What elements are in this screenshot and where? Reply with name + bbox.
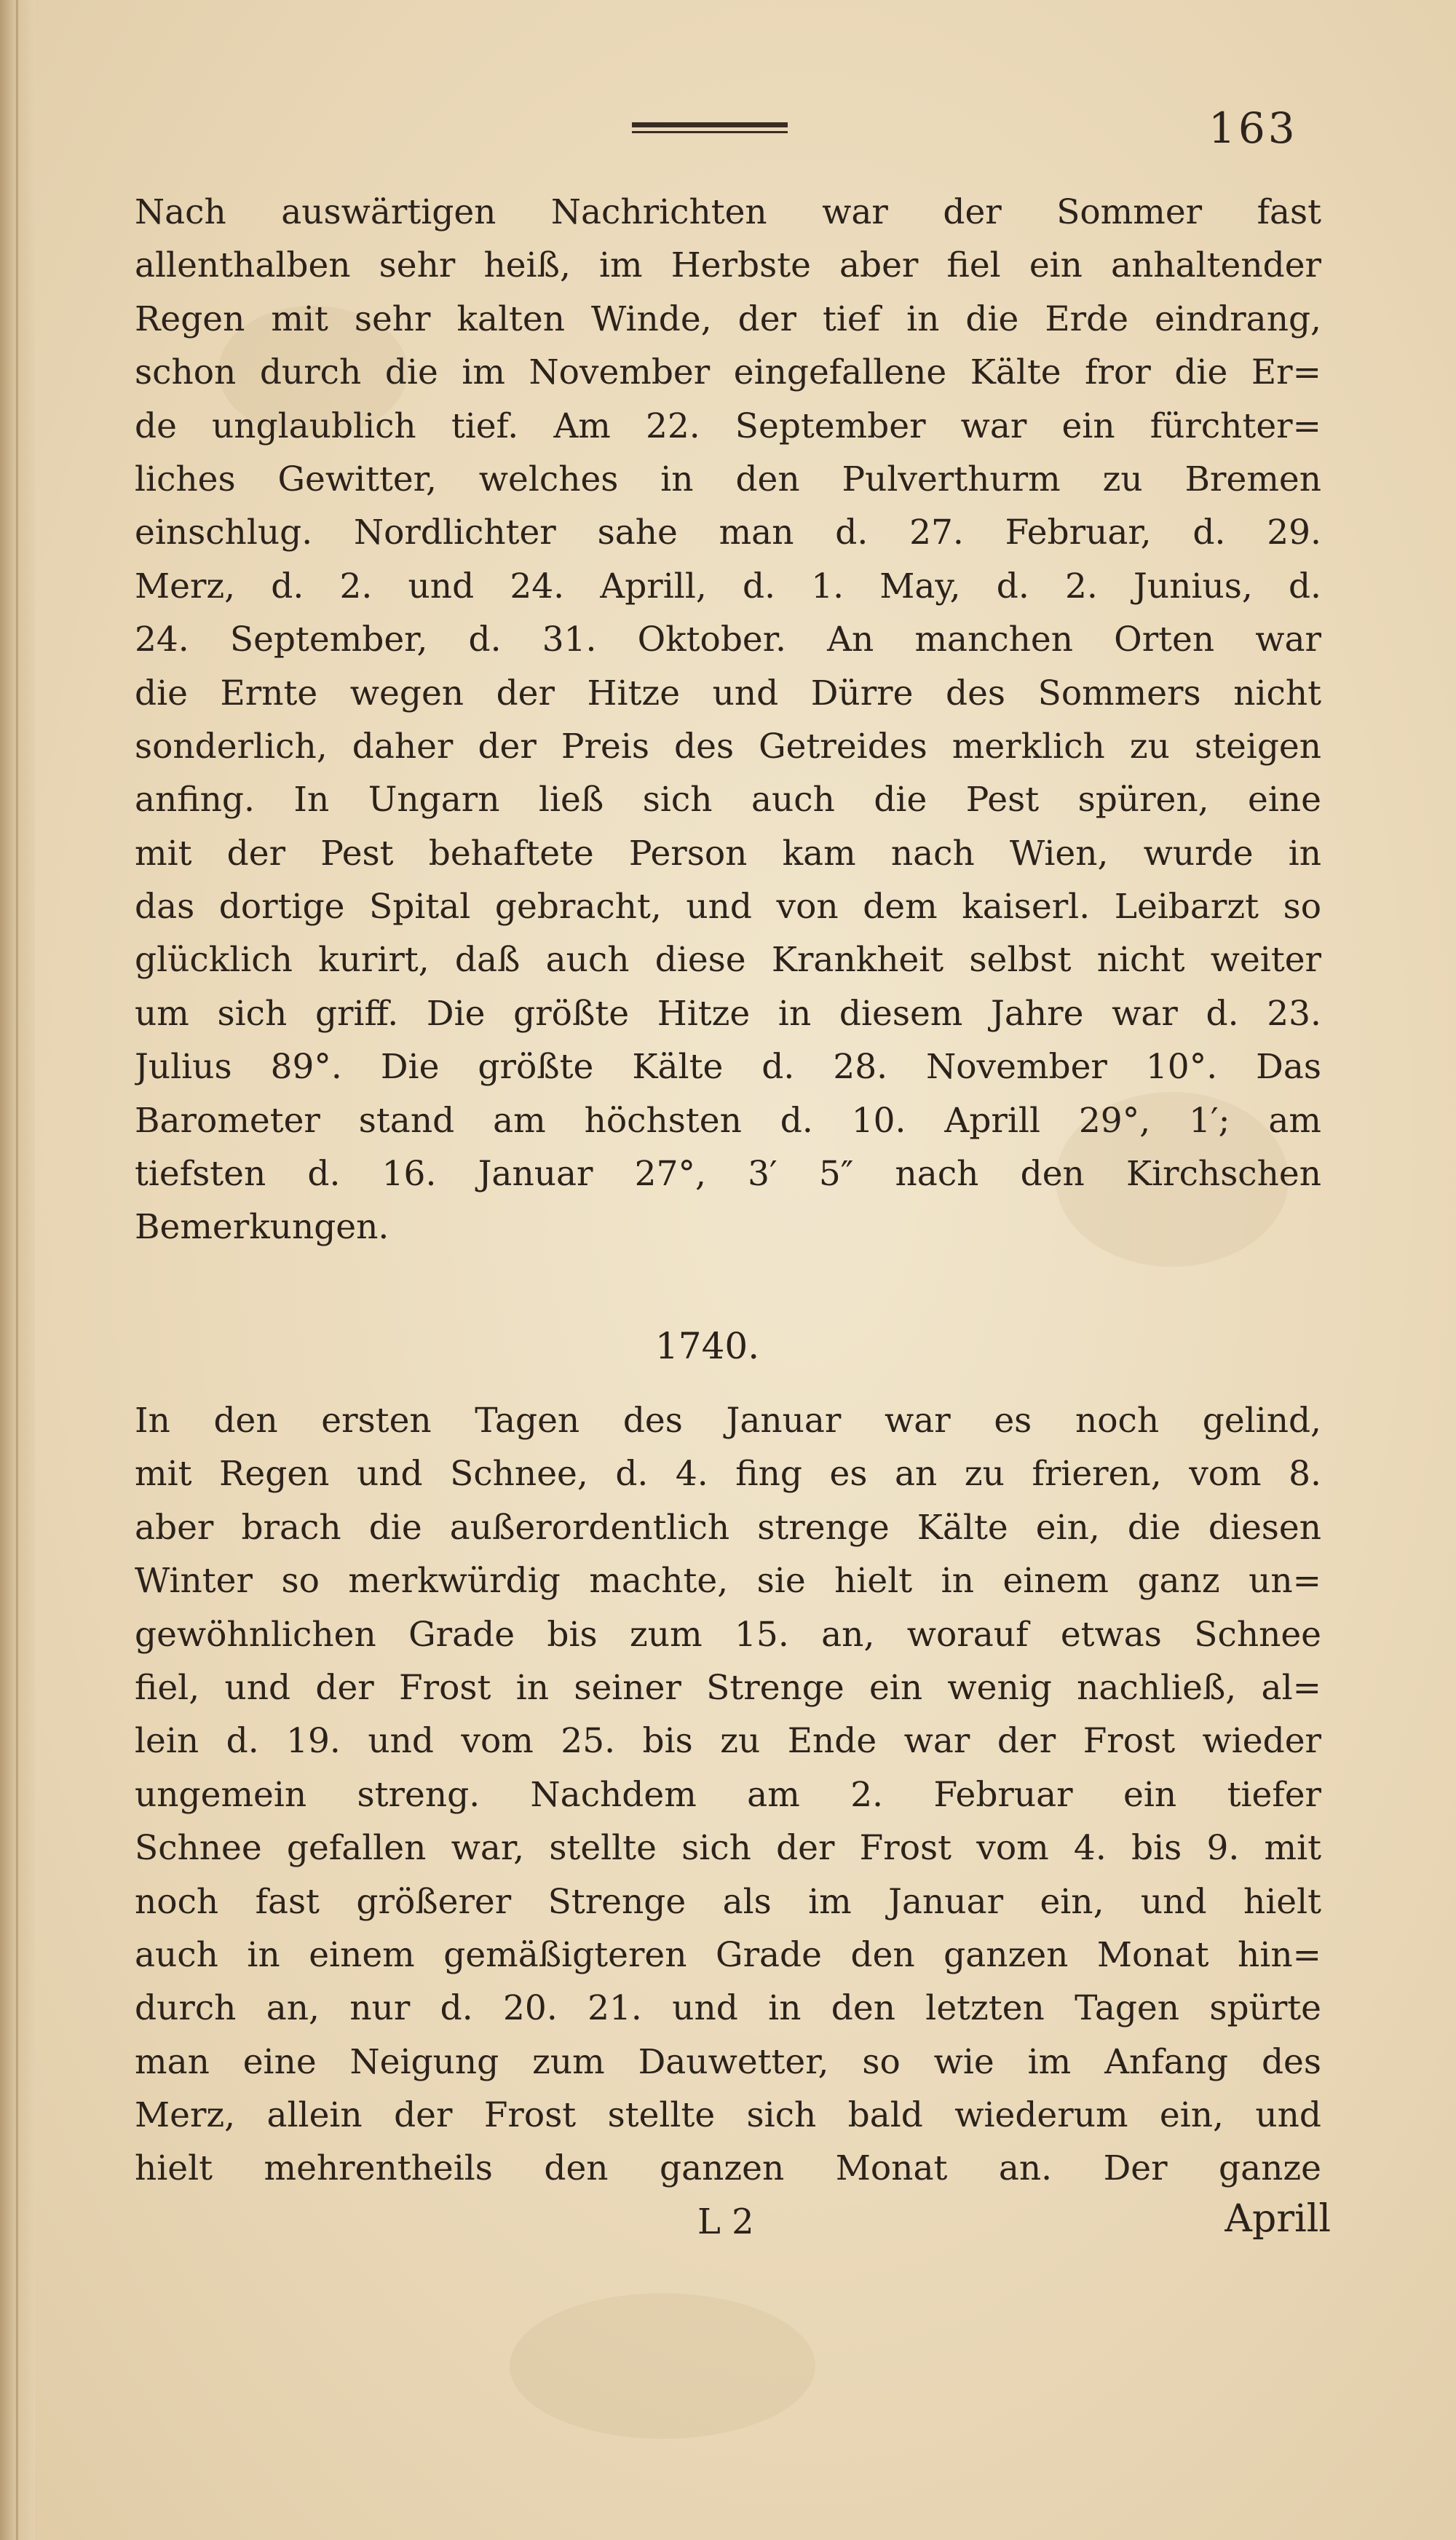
text-line: noch fast größerer Strenge als im Januar ein, und hielt bbox=[135, 1881, 1321, 1922]
text-line: auch in einem gemäßigteren Grade den ganzen Monat hin= bbox=[135, 1934, 1321, 1975]
text-line: Winter so merkwürdig machte, sie hielt in einem ganz un= bbox=[135, 1561, 1321, 1602]
text-line: sonderlich, daher der Preis des Getreides merklich zu steigen bbox=[135, 726, 1321, 767]
text-line: Regen mit sehr kalten Winde, der tief in die Erde eindrang, bbox=[135, 298, 1321, 339]
text-line: Merz, d. 2. und 24. Aprill, d. 1. May, d. 2. Junius, d. bbox=[135, 566, 1321, 606]
text-line: de unglaublich tief. Am 22. September war ein fürchter= bbox=[135, 405, 1321, 446]
text-line: anfing. In Ungarn ließ sich auch die Pest spüren, eine bbox=[135, 780, 1321, 820]
text-line: die Ernte wegen der Hitze und Dürre des Sommers nicht bbox=[135, 673, 1321, 713]
text-line: fiel, und der Frost in seiner Strenge ein wenig nachließ, al= bbox=[135, 1667, 1321, 1708]
page-number: 163 bbox=[1208, 103, 1298, 153]
text-line: Julius 89°. Die größte Kälte d. 28. November 10°. Das bbox=[135, 1047, 1321, 1088]
text-line: In den ersten Tagen des Januar war es noch gelind, bbox=[135, 1401, 1321, 1441]
printer-signature-mark: L 2 bbox=[697, 2201, 754, 2242]
header-rule-thick-line bbox=[632, 122, 788, 127]
binding-shadow-line bbox=[16, 0, 18, 2540]
paragraph-1739-weather bbox=[135, 186, 1321, 1254]
catchword: Aprill bbox=[1224, 2197, 1331, 2241]
text-line: Barometer stand am höchsten d. 10. Aprill 29°, 1′; am bbox=[135, 1100, 1321, 1141]
text-line: Merz, allein der Frost stellte sich bald wiederum ein, und bbox=[135, 2095, 1321, 2136]
text-line: mit Regen und Schnee, d. 4. fing es an zu frieren, vom 8. bbox=[135, 1454, 1321, 1495]
text-line: durch an, nur d. 20. 21. und in den letzten Tagen spürte bbox=[135, 1988, 1321, 2029]
text-line: Schnee gefallen war, stellte sich der Frost vom 4. bis 9. mit bbox=[135, 1828, 1321, 1869]
year-heading: 1740. bbox=[655, 1325, 760, 1367]
text-line: lein d. 19. und vom 25. bis zu Ende war der Frost wieder bbox=[135, 1721, 1321, 1762]
text-line: man eine Neigung zum Dauwetter, so wie im Anfang des bbox=[135, 2041, 1321, 2082]
text-line: hielt mehrentheils den ganzen Monat an. Der ganze bbox=[135, 2148, 1321, 2189]
text-line: einschlug. Nordlichter sahe man d. 27. Februar, d. 29. bbox=[135, 513, 1321, 553]
text-line: 24. September, d. 31. Oktober. An manchen Orten war bbox=[135, 620, 1321, 660]
text-line: das dortige Spital gebracht, und von dem kaiserl. Leibarzt so bbox=[135, 887, 1321, 927]
header-rule-thin-line bbox=[632, 131, 788, 133]
text-line: mit der Pest behaftete Person kam nach Wien, wurde in bbox=[135, 833, 1321, 874]
text-line: tiefsten d. 16. Januar 27°, 3′ 5″ nach den Kirchschen bbox=[135, 1154, 1321, 1195]
text-line: allenthalben sehr heiß, im Herbste aber fiel ein anhaltender bbox=[135, 245, 1321, 286]
paper-stain bbox=[510, 2293, 815, 2439]
text-line: Nach auswärtigen Nachrichten war der Sommer fast bbox=[135, 192, 1321, 232]
text-line: liches Gewitter, welches in den Pulverthurm zu Bremen bbox=[135, 459, 1321, 499]
text-line: gewöhnlichen Grade bis zum 15. an, worauf etwas Schnee bbox=[135, 1614, 1321, 1655]
text-line: um sich griff. Die größte Hitze in diesem Jahre war d. 23. bbox=[135, 993, 1321, 1034]
text-line: ungemein streng. Nachdem am 2. Februar ein tiefer bbox=[135, 1774, 1321, 1815]
paragraph-1740-weather bbox=[135, 1394, 1321, 2196]
text-line: schon durch die im November eingefallene Kälte fror die Er= bbox=[135, 352, 1321, 393]
text-line: aber brach die außerordentlich strenge Kälte ein, die diesen bbox=[135, 1507, 1321, 1548]
header-rule bbox=[632, 122, 788, 137]
text-line: Bemerkungen. bbox=[135, 1207, 389, 1248]
text-line: glücklich kurirt, daß auch diese Krankheit selbst nicht weiter bbox=[135, 940, 1321, 981]
